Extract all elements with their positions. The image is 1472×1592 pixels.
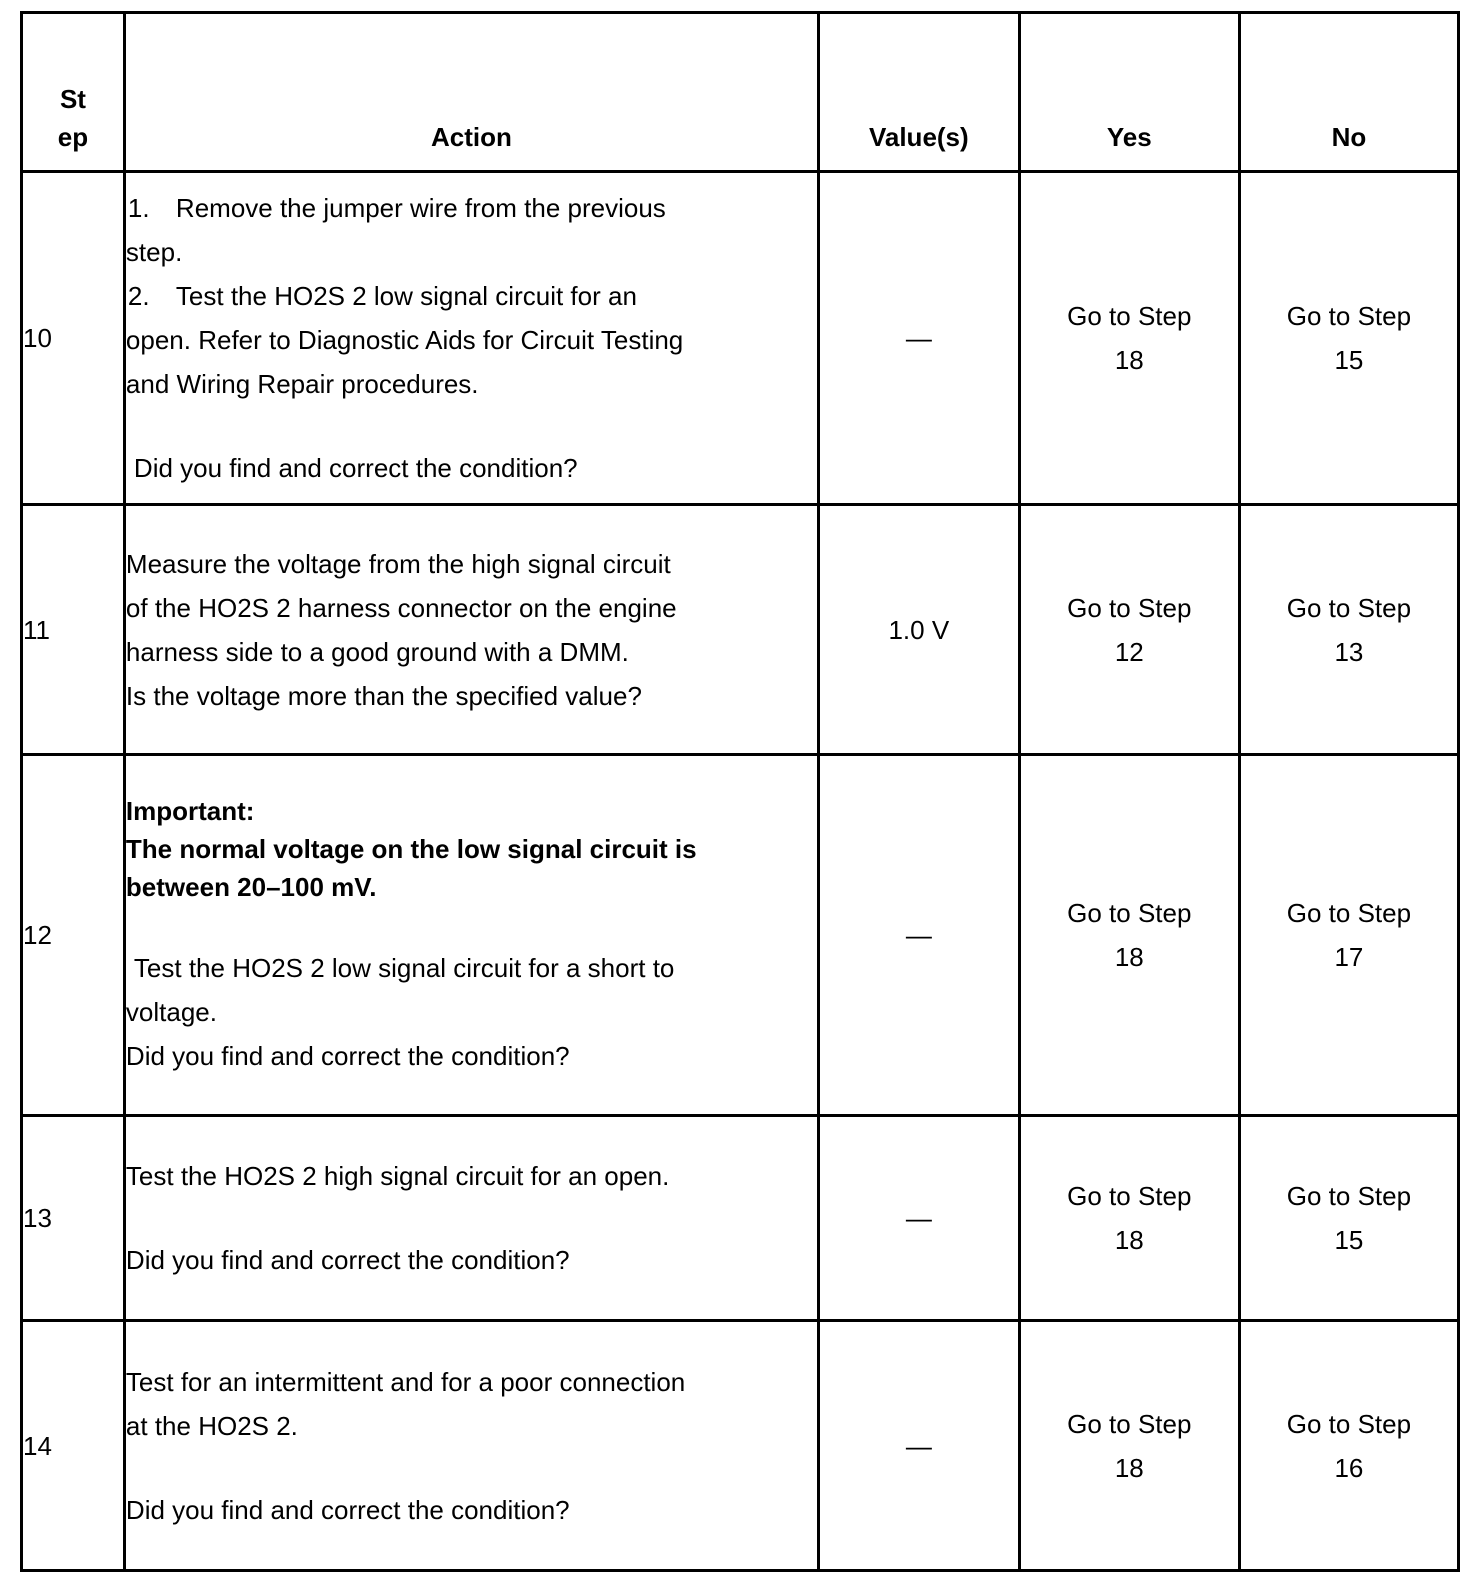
yes-goto-label: Go to Step (1067, 592, 1192, 623)
no-goto-label: Go to Step (1286, 1181, 1412, 1211)
header-no: No (1239, 13, 1458, 172)
step-number: 12 (22, 755, 125, 1116)
action-text: of the HO2S 2 harness connector on the engine (125, 592, 677, 623)
no-goto-label: Go to Step (1286, 1408, 1412, 1439)
value-cell: — (818, 172, 1019, 505)
no-goto-step: 15 (1334, 1225, 1364, 1255)
spacer (126, 1198, 817, 1238)
header-action: Action (124, 13, 818, 172)
table-row-step-12 (22, 755, 1459, 1116)
action-text: Measure the voltage from the high signal circuit (125, 548, 671, 579)
table-row-step-13 (22, 1116, 1459, 1321)
step-number: 10 (22, 172, 125, 505)
no-cell (1239, 755, 1458, 1116)
action-text: harness side to a good ground with a DMM. (125, 636, 629, 667)
action-cell (124, 755, 818, 1116)
important-text: The normal voltage on the low signal circuit is (125, 834, 697, 864)
yes-goto-label: Go to Step (1067, 1181, 1192, 1211)
item-number: 2. (127, 281, 150, 311)
yes-goto-step: 18 (1114, 345, 1144, 375)
yes-cell (1019, 755, 1239, 1116)
item-number: 1. (127, 193, 150, 223)
action-text: Test the HO2S 2 low signal circuit for an (175, 281, 637, 311)
yes-goto-step: 18 (1114, 1225, 1144, 1255)
action-text: open. Refer to Diagnostic Aids for Circuit Testing (125, 325, 684, 355)
no-goto-label: Go to Step (1286, 592, 1412, 623)
action-question: Did you find and correct the condition? (125, 1041, 570, 1071)
table-row-step-14 (22, 1321, 1459, 1571)
value-cell: — (818, 755, 1019, 1116)
yes-goto-label: Go to Step (1067, 1408, 1192, 1439)
step-number: 13 (22, 1116, 125, 1321)
yes-goto-label: Go to Step (1067, 301, 1192, 331)
action-text: Test the HO2S 2 low signal circuit for a short to (133, 953, 675, 983)
action-question: Did you find and correct the condition? (133, 453, 578, 483)
action-question: Did you find and correct the condition? (125, 1494, 570, 1525)
no-goto-label: Go to Step (1286, 301, 1412, 331)
spacer (126, 906, 817, 946)
diagnostic-table (20, 11, 1460, 1572)
important-text: between 20–100 mV. (125, 872, 377, 902)
action-item-1 (126, 186, 817, 230)
no-cell (1239, 1116, 1458, 1321)
action-text: voltage. (125, 997, 217, 1027)
no-goto-label: Go to Step (1286, 898, 1412, 928)
action-question: Did you find and correct the condition? (125, 1245, 570, 1275)
value-cell: — (818, 1321, 1019, 1571)
action-text: step. (125, 237, 183, 267)
yes-cell (1019, 1321, 1239, 1571)
spacer (126, 1448, 817, 1488)
action-cell (124, 1116, 818, 1321)
action-cell (124, 172, 818, 505)
action-cell (124, 1321, 818, 1571)
header-step-line1: St (59, 84, 86, 114)
no-goto-step: 17 (1334, 942, 1364, 972)
action-text: Test the HO2S 2 high signal circuit for an open. (125, 1161, 670, 1191)
yes-goto-step: 18 (1114, 1452, 1144, 1483)
step-number: 11 (22, 505, 125, 755)
yes-goto-step: 12 (1114, 636, 1144, 667)
no-goto-step: 15 (1334, 345, 1364, 375)
table-row-step-11 (22, 505, 1459, 755)
action-text: and Wiring Repair procedures. (125, 369, 479, 399)
yes-cell (1019, 1116, 1239, 1321)
step-number: 14 (22, 1321, 125, 1571)
yes-goto-step: 18 (1114, 942, 1144, 972)
table-row-step-10 (22, 172, 1459, 505)
yes-cell (1019, 505, 1239, 755)
important-label: Important: (125, 796, 255, 826)
header-yes: Yes (1019, 13, 1239, 172)
yes-cell (1019, 172, 1239, 505)
no-cell (1239, 1321, 1458, 1571)
header-step (22, 13, 125, 172)
action-item-2 (126, 274, 817, 318)
no-goto-step: 13 (1334, 636, 1364, 667)
yes-goto-label: Go to Step (1067, 898, 1192, 928)
spacer (126, 406, 817, 446)
value-cell: 1.0 V (818, 505, 1019, 755)
action-question: Is the voltage more than the specified value? (125, 680, 642, 711)
header-row (22, 13, 1459, 172)
action-text: at the HO2S 2. (125, 1410, 298, 1441)
action-cell (124, 505, 818, 755)
action-text: Remove the jumper wire from the previous (175, 193, 666, 223)
action-text: Test for an intermittent and for a poor connection (125, 1366, 686, 1397)
no-cell (1239, 172, 1458, 505)
no-cell (1239, 505, 1458, 755)
no-goto-step: 16 (1334, 1452, 1364, 1483)
value-cell: — (818, 1116, 1019, 1321)
header-value: Value(s) (818, 13, 1019, 172)
header-step-line2: ep (57, 122, 89, 152)
